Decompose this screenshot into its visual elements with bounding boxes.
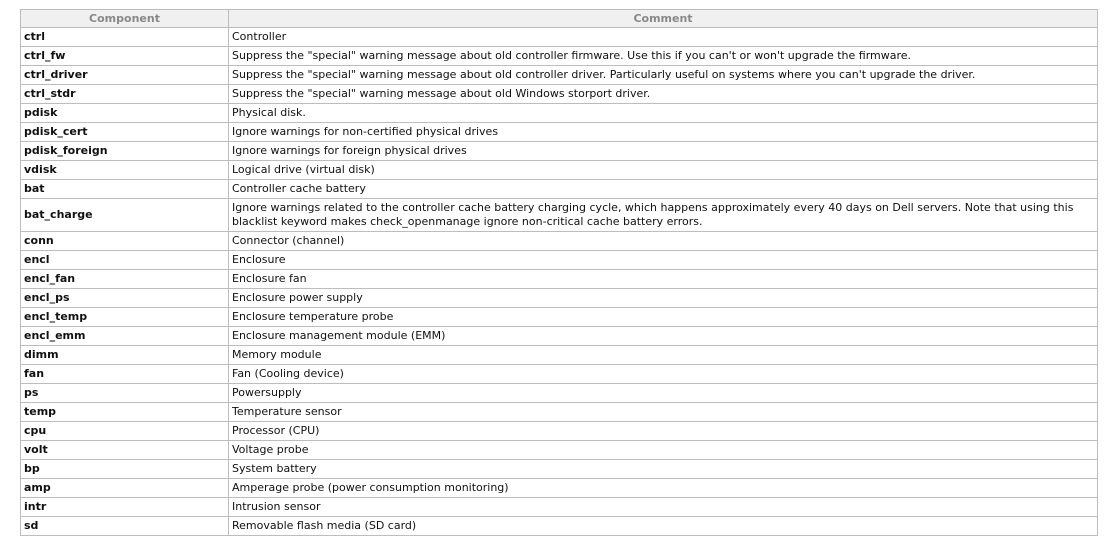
- component-cell: ctrl_driver: [21, 66, 229, 85]
- table-row: [21, 289, 1098, 308]
- table-row: [21, 403, 1098, 422]
- comment-cell: Ignore warnings for foreign physical drives: [229, 142, 1098, 161]
- comment-cell: Suppress the "special" warning message about old controller driver. Particularly useful on systems where you can't upgrade the driver.: [229, 66, 1098, 85]
- comment-cell: Intrusion sensor: [229, 498, 1098, 517]
- table-row: [21, 517, 1098, 536]
- comment-cell: Physical disk.: [229, 104, 1098, 123]
- table-row: [21, 422, 1098, 441]
- component-cell: amp: [21, 479, 229, 498]
- table-row: [21, 161, 1098, 180]
- component-cell: vdisk: [21, 161, 229, 180]
- table-row: [21, 498, 1098, 517]
- comment-cell: Processor (CPU): [229, 422, 1098, 441]
- table-row: [21, 479, 1098, 498]
- table-row: [21, 346, 1098, 365]
- table-header: [21, 10, 1098, 28]
- component-cell: encl_temp: [21, 308, 229, 327]
- comment-cell: Suppress the "special" warning message about old Windows storport driver.: [229, 85, 1098, 104]
- comment-cell: System battery: [229, 460, 1098, 479]
- table-row: [21, 384, 1098, 403]
- table-row: [21, 270, 1098, 289]
- comment-cell: Temperature sensor: [229, 403, 1098, 422]
- table-row: [21, 327, 1098, 346]
- comment-cell: Logical drive (virtual disk): [229, 161, 1098, 180]
- component-cell: fan: [21, 365, 229, 384]
- table-row: [21, 66, 1098, 85]
- component-cell: encl: [21, 251, 229, 270]
- comment-cell: Controller: [229, 28, 1098, 47]
- comment-cell: Ignore warnings for non-certified physical drives: [229, 123, 1098, 142]
- comment-cell: Connector (channel): [229, 232, 1098, 251]
- component-cell: encl_ps: [21, 289, 229, 308]
- table-row: [21, 142, 1098, 161]
- table-body: [21, 28, 1098, 536]
- component-cell: pdisk_foreign: [21, 142, 229, 161]
- component-cell: bat_charge: [21, 199, 229, 232]
- table-row: [21, 123, 1098, 142]
- comment-cell: Voltage probe: [229, 441, 1098, 460]
- table-row: [21, 365, 1098, 384]
- component-cell: dimm: [21, 346, 229, 365]
- comment-cell: Powersupply: [229, 384, 1098, 403]
- table-row: [21, 180, 1098, 199]
- component-cell: bat: [21, 180, 229, 199]
- header-component: Component: [21, 10, 229, 28]
- component-cell: ps: [21, 384, 229, 403]
- comment-cell: Enclosure: [229, 251, 1098, 270]
- component-cell: pdisk: [21, 104, 229, 123]
- component-cell: intr: [21, 498, 229, 517]
- table-row: [21, 28, 1098, 47]
- component-cell: bp: [21, 460, 229, 479]
- table-row: [21, 232, 1098, 251]
- component-cell: ctrl: [21, 28, 229, 47]
- comment-cell: Controller cache battery: [229, 180, 1098, 199]
- component-table: [20, 9, 1098, 536]
- component-cell: sd: [21, 517, 229, 536]
- component-cell: pdisk_cert: [21, 123, 229, 142]
- header-row: [21, 10, 1098, 28]
- component-cell: encl_fan: [21, 270, 229, 289]
- component-cell: encl_emm: [21, 327, 229, 346]
- comment-cell: Enclosure power supply: [229, 289, 1098, 308]
- table-row: [21, 104, 1098, 123]
- component-cell: temp: [21, 403, 229, 422]
- comment-cell: Removable flash media (SD card): [229, 517, 1098, 536]
- component-cell: cpu: [21, 422, 229, 441]
- comment-cell: Amperage probe (power consumption monitoring): [229, 479, 1098, 498]
- comment-cell: Ignore warnings related to the controller cache battery charging cycle, which happens approximately every 40 days on Dell servers. Note that using this blacklist keyword makes check_openmanage ignore non-critical cache battery errors.: [229, 199, 1098, 232]
- comment-cell: Enclosure temperature probe: [229, 308, 1098, 327]
- table-row: [21, 199, 1098, 232]
- table-row: [21, 441, 1098, 460]
- component-cell: ctrl_fw: [21, 47, 229, 66]
- table-row: [21, 47, 1098, 66]
- header-comment: Comment: [229, 10, 1098, 28]
- comment-cell: Suppress the "special" warning message about old controller firmware. Use this if you can't or won't upgrade the firmware.: [229, 47, 1098, 66]
- table-row: [21, 460, 1098, 479]
- comment-cell: Memory module: [229, 346, 1098, 365]
- component-cell: conn: [21, 232, 229, 251]
- table-row: [21, 251, 1098, 270]
- table-row: [21, 85, 1098, 104]
- component-cell: volt: [21, 441, 229, 460]
- table-row: [21, 308, 1098, 327]
- comment-cell: Enclosure management module (EMM): [229, 327, 1098, 346]
- comment-cell: Fan (Cooling device): [229, 365, 1098, 384]
- component-cell: ctrl_stdr: [21, 85, 229, 104]
- comment-cell: Enclosure fan: [229, 270, 1098, 289]
